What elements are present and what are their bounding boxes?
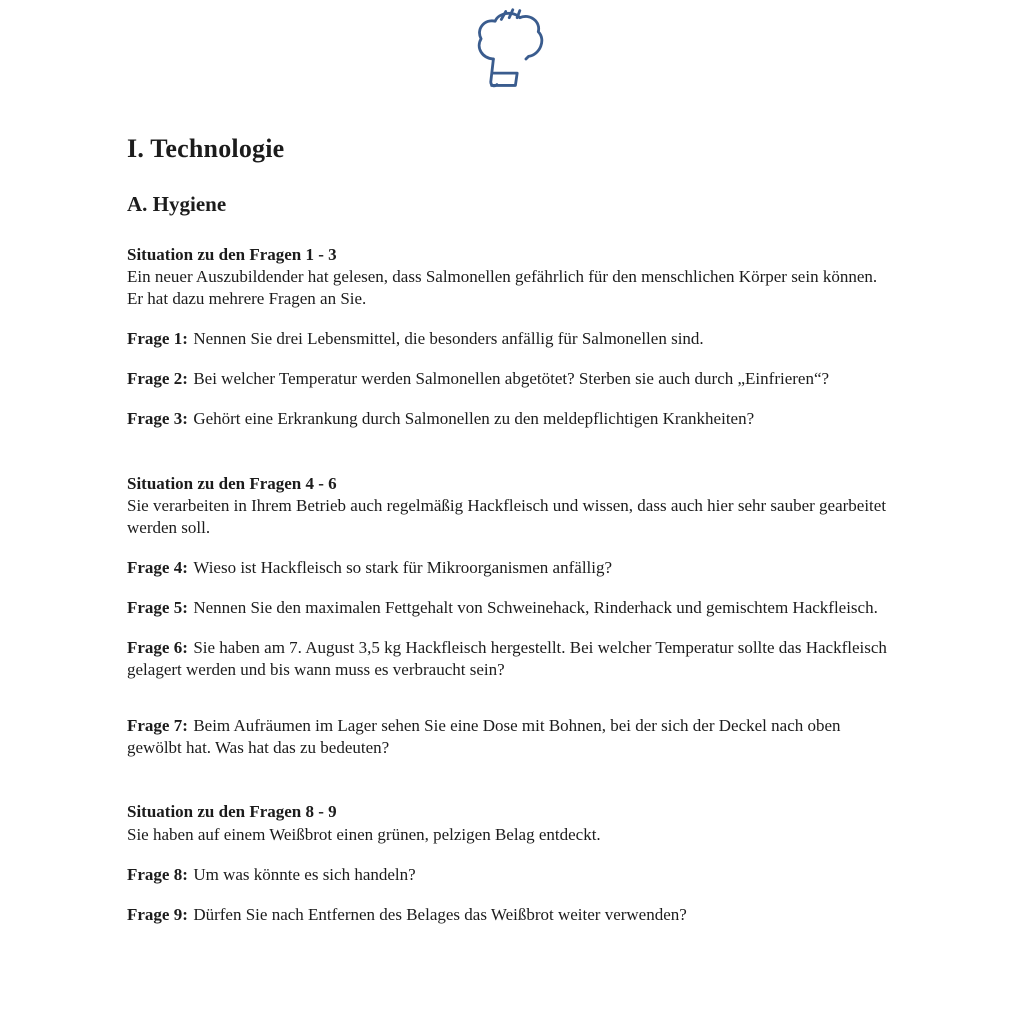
section-a-heading: A. Hygiene [127,192,227,216]
question-8-text: Um was könnte es sich handeln? [193,864,416,884]
question-3-text: Gehört eine Erkrankung durch Salmonellen zu den meldepflichtigen Krankheiten? [193,409,755,429]
question-6 [127,637,894,681]
question-2-text: Bei welcher Temperatur werden Salmonellen abgetötet? Sterben sie auch durch „Einfrieren“? [193,369,830,389]
question-8 [127,864,894,886]
question-5-text: Nennen Sie den maximalen Fettgehalt von Schweinehack, Rinderhack und gemischtem Hackfleisch. [193,597,878,617]
document-title: I. Technologie [127,134,285,163]
question-4-text: Wieso ist Hackfleisch so stark für Mikroorganismen anfällig? [193,557,613,577]
situation-8-9-text: Sie haben auf einem Weißbrot einen grünen, pelzigen Belag entdeckt. [127,824,601,844]
situation-8-9-heading: Situation zu den Fragen 8 - 9 [127,802,337,822]
question-3-label: Frage 3: [127,409,188,429]
question-6-text: Sie haben am 7. August 3,5 kg Hackfleisch hergestellt. Bei welcher Temperatur sollte das Hackfleisch gelagert werden und bis wann muss es verbraucht sein? [127,638,887,680]
situation-1-3-heading: Situation zu den Fragen 1 - 3 [127,245,337,264]
question-8-label: Frage 8: [127,864,188,884]
question-6-label: Frage 6: [127,638,188,658]
question-4 [127,557,894,579]
question-3 [127,408,894,430]
question-4-label: Frage 4: [127,557,188,577]
situation-4-6-heading: Situation zu den Fragen 4 - 6 [127,473,337,493]
situation-1-3-text: Ein neuer Auszubildender hat gelesen, dass Salmonellen gefährlich für den menschlichen Körper sein können. Er hat dazu mehrere Fragen an Sie. [127,267,878,309]
question-2 [127,368,894,390]
question-9-text: Dürfen Sie nach Entfernen des Belages das Weißbrot weiter verwenden? [193,904,687,924]
question-5-label: Frage 5: [127,597,188,617]
question-1-text: Nennen Sie drei Lebensmittel, die besonders anfällig für Salmonellen sind. [193,329,704,349]
chef-hat-icon [471,8,551,96]
question-7-label: Frage 7: [127,716,188,736]
question-2-label: Frage 2: [127,369,188,389]
question-9-label: Frage 9: [127,904,188,924]
situation-4-6-text: Sie verarbeiten in Ihrem Betrieb auch regelmäßig Hackfleisch und wissen, dass auch hier sehr sauber gearbeitet werden soll. [127,495,887,537]
question-7-text: Beim Aufräumen im Lager sehen Sie eine Dose mit Bohnen, bei der sich der Deckel nach oben gewölbt hat. Was hat das zu bedeuten? [127,716,841,758]
question-5 [127,597,894,619]
question-1 [127,328,894,350]
question-7 [127,715,894,759]
logo-container [127,8,894,96]
question-1-label: Frage 1: [127,329,188,349]
question-9 [127,904,894,926]
